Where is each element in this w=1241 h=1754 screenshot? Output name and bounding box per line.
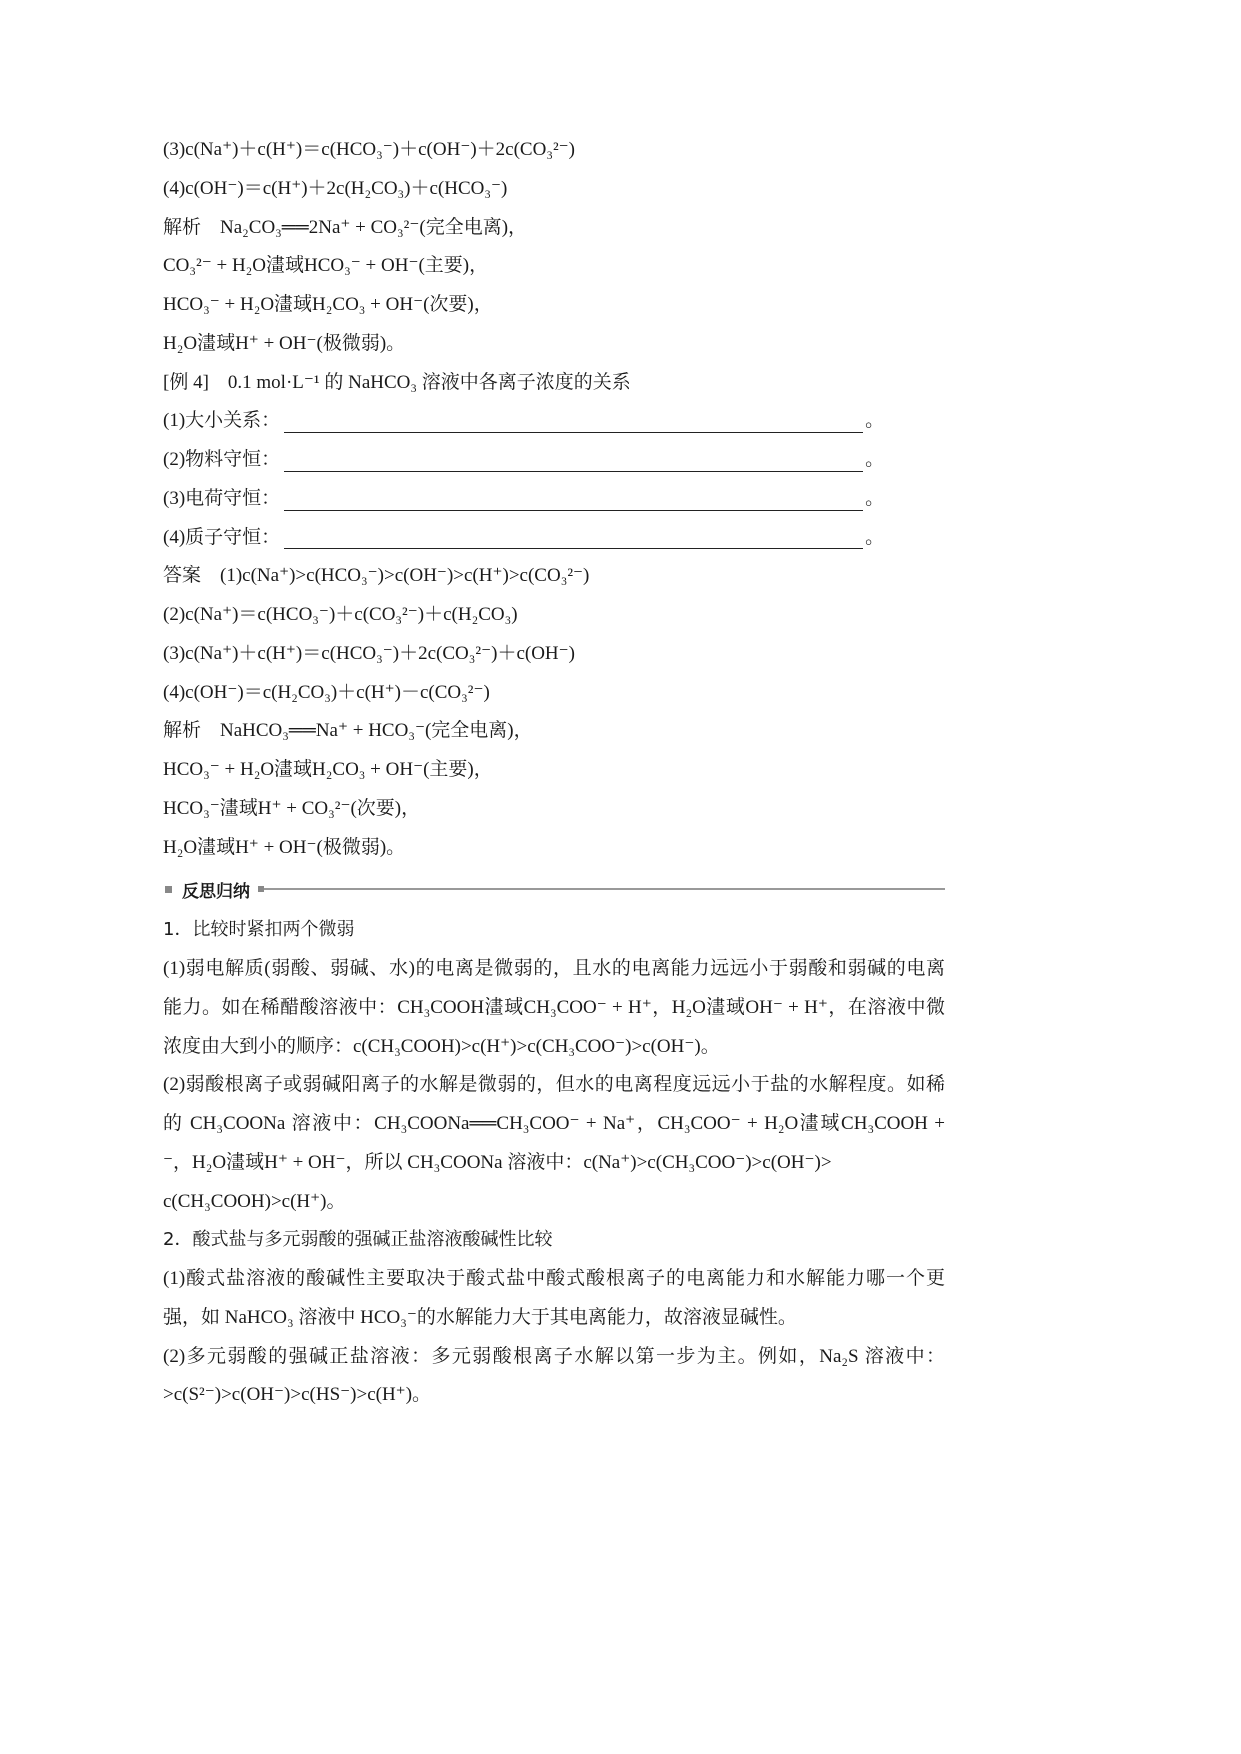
summary-content xyxy=(163,911,945,1415)
text-line: (3)c(Na⁺)＋c(H⁺)＝c(HCO₃⁻)＋2c(CO₃²⁻)＋c(OH⁻) xyxy=(163,642,576,664)
answer-blank-line[interactable] xyxy=(284,449,863,472)
blank-label: (3)电荷守恒： xyxy=(163,487,281,509)
text-line: HCO₃⁻ + H₂O澅琙H₂CO₃ + OH⁻(次要)， xyxy=(163,294,493,315)
example3-continuation xyxy=(163,131,945,402)
subheading: 2．酸式盐与多元弱酸的强碱正盐溶液酸碱性比较 xyxy=(163,1229,553,1251)
text-line: (4)c(OH⁻)＝c(H₂CO₃)＋c(H⁺)－c(CO₃²⁻) xyxy=(163,681,490,703)
answer-blank-line[interactable] xyxy=(284,526,863,549)
blank-end: 。 xyxy=(865,487,885,509)
text-line: H₂O澅琙H⁺ + OH⁻(极微弱)。 xyxy=(163,836,406,858)
blank-item xyxy=(163,402,945,441)
text-line: H₂O澅琙H⁺ + OH⁻(极微弱)。 xyxy=(163,332,406,354)
text-line: ⁻，H₂O澅琙H⁺ + OH⁻，所以 CH₃COONa 溶液中：c(Na⁺)>c(CH₃COO⁻)>c(OH⁻)> xyxy=(163,1151,832,1173)
blank-end: 。 xyxy=(865,410,885,432)
blank-item xyxy=(163,519,945,558)
document-page xyxy=(163,131,945,1415)
text-line: 强，如 NaHCO₃ 溶液中 HCO₃⁻的水解能力大于其电离能力，故溶液显碱性。 xyxy=(163,1306,797,1328)
text-line: [例 4] 0.1 mol·L⁻¹ 的 NaHCO₃ 溶液中各离子浓度的关系 xyxy=(163,371,631,393)
text-line: (3)c(Na⁺)＋c(H⁺)＝c(HCO₃⁻)＋c(OH⁻)＋2c(CO₃²⁻) xyxy=(163,139,576,160)
text-line: CO₃²⁻ + H₂O澅琙HCO₃⁻ + OH⁻(主要)， xyxy=(163,255,489,277)
text-line: 解析 Na₂CO₃══2Na⁺ + CO₃²⁻(完全电离)， xyxy=(163,216,528,238)
blank-item xyxy=(163,441,945,480)
text-line: 能力。如在稀醋酸溶液中：CH₃COOH澅琙CH₃COO⁻ + H⁺，H₂O澅琙OH⁻ + H⁺，在溶液中微 xyxy=(163,996,945,1018)
blank-item xyxy=(163,480,945,519)
text-line: HCO₃⁻澅琙H⁺ + CO₃²⁻(次要)， xyxy=(163,797,421,819)
text-line: (2)多元弱酸的强碱正盐溶液：多元弱酸根离子水解以第一步为主。例如，Na₂S 溶液中： xyxy=(163,1345,945,1367)
text-line: HCO₃⁻ + H₂O澅琙H₂CO₃ + OH⁻(主要)， xyxy=(163,759,493,780)
text-line: 浓度由大到小的顺序：c(CH₃COOH)>c(H⁺)>c(CH₃COO⁻)>c(OH⁻)。 xyxy=(163,1035,720,1057)
blank-label: (2)物料守恒： xyxy=(163,449,281,470)
text-line: (1)酸式盐溶液的酸碱性主要取决于酸式盐中酸式酸根离子的电离能力和水解能力哪一个更 xyxy=(163,1268,945,1289)
answer-blank-line[interactable] xyxy=(284,410,863,433)
blank-label: (4)质子守恒： xyxy=(163,526,281,548)
example4-fill-blanks xyxy=(163,402,945,557)
section-rule xyxy=(264,888,945,890)
blank-end: 。 xyxy=(865,449,885,470)
section-title: 反思归纳 xyxy=(182,881,250,902)
example4-answer xyxy=(163,557,945,867)
text-line: (2)c(Na⁺)＝c(HCO₃⁻)＋c(CO₃²⁻)＋c(H₂CO₃) xyxy=(163,604,518,625)
text-line: c(CH₃COOH)>c(H⁺)。 xyxy=(163,1190,346,1212)
text-line: 答案 (1)c(Na⁺)>c(HCO₃⁻)>c(OH⁻)>c(H⁺)>c(CO₃²⁻) xyxy=(163,565,590,587)
text-line: (2)弱酸根离子或弱碱阳离子的水解是微弱的，但水的电离程度远远小于盐的水解程度。如稀 xyxy=(163,1074,945,1096)
blank-end: 。 xyxy=(865,526,885,548)
text-line: (1)弱电解质(弱酸、弱碱、水)的电离是微弱的，且水的电离能力远远小于弱酸和弱碱的电离 xyxy=(163,958,945,979)
blank-label: (1)大小关系： xyxy=(163,410,281,432)
answer-blank-line[interactable] xyxy=(284,488,863,511)
text-line: 解析 NaHCO₃══Na⁺ + HCO₃⁻(完全电离)， xyxy=(163,720,533,742)
subheading: 1．比较时紧扣两个微弱 xyxy=(163,919,355,941)
text-line: >c(S²⁻)>c(OH⁻)>c(HS⁻)>c(H⁺)。 xyxy=(163,1384,432,1406)
bullet-square-icon xyxy=(165,886,172,893)
text-line: 的 CH₃COONa 溶液中：CH₃COONa══CH₃COO⁻ + Na⁺，CH₃COO⁻ + H₂O澅琙CH₃COOH + xyxy=(163,1113,945,1134)
text-line: (4)c(OH⁻)＝c(H⁺)＋2c(H₂CO₃)＋c(HCO₃⁻) xyxy=(163,177,508,199)
section-header xyxy=(163,867,945,911)
